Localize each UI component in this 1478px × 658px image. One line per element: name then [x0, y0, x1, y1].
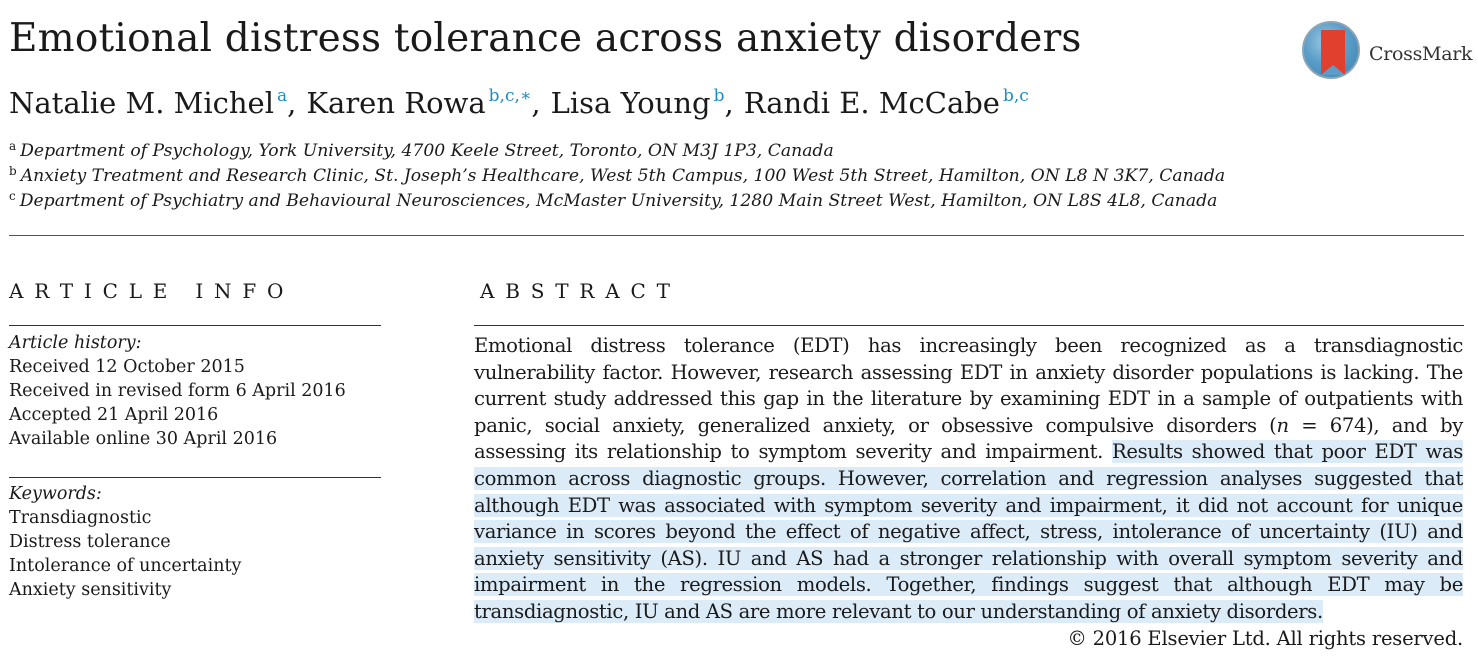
keywords-label: Keywords: [9, 484, 102, 504]
keyword-item[interactable]: Intolerance of uncertainty [9, 556, 242, 576]
author-affiliation-link[interactable]: b,c [1002, 86, 1029, 106]
article-history-label: Article history: [9, 333, 142, 353]
crossmark-badge[interactable] [1302, 21, 1473, 85]
article-info-divider [9, 325, 381, 326]
affiliation-text: Anxiety Treatment and Research Clinic, St. Joseph’s Healthcare, West 5th Campus, 100 West 5th Street, Hamilton, ON L8 N 3K7, Canada [20, 166, 1226, 186]
author-name[interactable]: Karen Rowa [306, 86, 486, 120]
author-name[interactable]: Natalie M. Michel [9, 86, 274, 120]
abstract-n-symbol: n [1276, 413, 1289, 437]
affiliation-item [9, 139, 1225, 164]
abstract-part2: ), and by assessing its relationship to symptom severity and impairment. [474, 413, 1463, 464]
abstract-part1: Emotional distress tolerance (EDT) has increasingly been recognized as a transdiagnostic vulnerability factor. However, research assessing EDT in anxiety disorder populations is lacking. The current study addressed this gap in the literature by examining EDT in a sample of outpatients with panic, social anxiety, generalized anxiety, or obsessive compulsive disorders ( [474, 334, 1463, 437]
keywords-divider [9, 477, 381, 478]
history-item: Accepted 21 April 2016 [9, 405, 219, 425]
affiliation-item [9, 189, 1225, 214]
keyword-item[interactable]: Transdiagnostic [9, 508, 152, 528]
affiliation-text: Department of Psychiatry and Behavioural Neurosciences, McMaster University, 1280 Main Street West, Hamilton, ON L8S 4L8, Canada [19, 191, 1218, 211]
affiliation-text: Department of Psychology, York University, 4700 Keele Street, Toronto, ON M3J 1P3, Canada [20, 141, 834, 161]
author-name[interactable]: Lisa Young [550, 86, 711, 120]
author-affiliation-link[interactable]: b [713, 86, 725, 106]
author-affiliation-link[interactable]: b,c,∗ [488, 86, 532, 106]
history-item: Received in revised form 6 April 2016 [9, 381, 346, 401]
crossmark-label: CrossMark [1369, 43, 1473, 65]
copyright-notice: © 2016 Elsevier Ltd. All rights reserved. [1067, 627, 1463, 650]
keywords [9, 482, 241, 602]
history-item: Available online 30 April 2016 [9, 429, 278, 449]
abstract-divider [474, 325, 1464, 326]
article-title: Emotional distress tolerance across anxiety disorders [9, 16, 1082, 61]
abstract-highlighted-selection[interactable]: Results showed that poor EDT was common across diagnostic groups. However, correlation and regression analyses suggested that although EDT was associated with symptom severity and impairment, it did not account for unique variance in scores beyond the effect of negative affect, stress, intolerance of uncertainty (IU) and anxiety sensitivity (AS). IU and AS had a stronger relationship with overall symptom severity and impairment in the regression models. Together, findings suggest that although EDT may be transdiagnostic, IU and AS are more relevant to our understanding of anxiety disorders. [474, 440, 1463, 623]
keyword-item[interactable]: Anxiety sensitivity [9, 580, 172, 600]
header-divider [9, 235, 1464, 236]
abstract-text [474, 333, 1463, 626]
abstract-n-value: = 674 [1288, 413, 1367, 437]
keyword-item[interactable]: Distress tolerance [9, 532, 171, 552]
abstract-heading: ABSTRACT [480, 279, 681, 303]
article-history [9, 331, 346, 451]
author-list: Natalie M. Michel $^a$, Karen Rowa $^{b,c,∗}$, Lisa Young $^b$, Randi E. McCabe $^{b,c}$ [9, 86, 1029, 120]
author-name[interactable]: Randi E. McCabe [743, 86, 1000, 120]
affiliation-letter: b [9, 164, 17, 178]
history-item: Received 12 October 2015 [9, 357, 245, 377]
author-affiliation-link[interactable]: a [277, 86, 288, 106]
article-info-heading: ARTICLE INFO [9, 279, 295, 303]
affiliation-letter: c [9, 189, 16, 203]
affiliation-letter: a [9, 139, 17, 153]
crossmark-icon [1302, 21, 1360, 79]
affiliation-item [9, 164, 1225, 189]
affiliation-list [9, 139, 1225, 214]
